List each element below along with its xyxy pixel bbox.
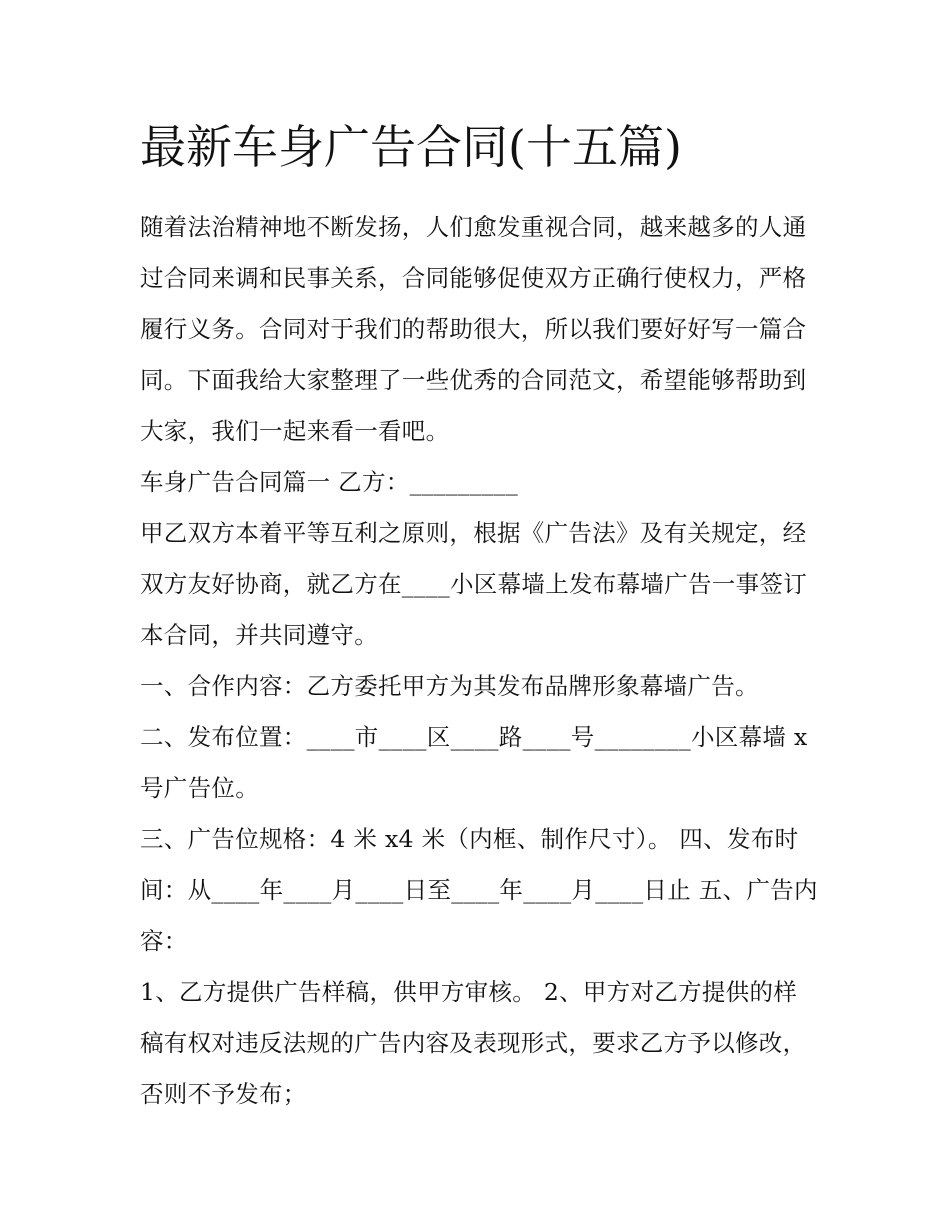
contract-heading-party-b: 车身广告合同篇一 乙方：_________ <box>140 468 519 496</box>
clause-content-items: 1、乙方提供广告样稿，供甲方审核。 2、甲方对乙方提供的样稿有权对违反法规的广告内容及表现形式，要求乙方予以修改，否则不予发布； <box>140 978 807 1108</box>
document-title: 最新车身广告合同(十五篇) <box>140 120 682 174</box>
intro-paragraph: 随着法治精神地不断发扬，人们愈发重视合同，越来越多的人通过合同来调和民事关系，合同能够促使双方正确行使权力，严格履行义务。合同对于我们的帮助很大，所以我们要好好写一篇合同。下面我给大家整理了一些优秀的合同范文，希望能够帮助到大家，我们一起来看一看吧。 <box>140 213 807 445</box>
clause-1-cooperation: 一、合作内容：乙方委托甲方为其发布品牌形象幕墙广告。 <box>140 672 759 700</box>
preamble-paragraph: 甲乙双方本着平等互利之原则，根据《广告法》及有关规定，经双方友好协商，就乙方在____小区幕墙上发布幕墙广告一事签订本合同，并共同遵守。 <box>140 519 807 649</box>
document-page <box>140 112 820 1120</box>
clause-2-location: 二、发布位置：____市____区____路____号________小区幕墙 x号广告位。 <box>140 723 808 802</box>
clause-3-spec-time: 三、广告位规格：4 米 x4 米（内框、制作尺寸）。 四、发布时间：从____年____月____日至____年____月____日止 五、广告内容： <box>140 825 818 955</box>
